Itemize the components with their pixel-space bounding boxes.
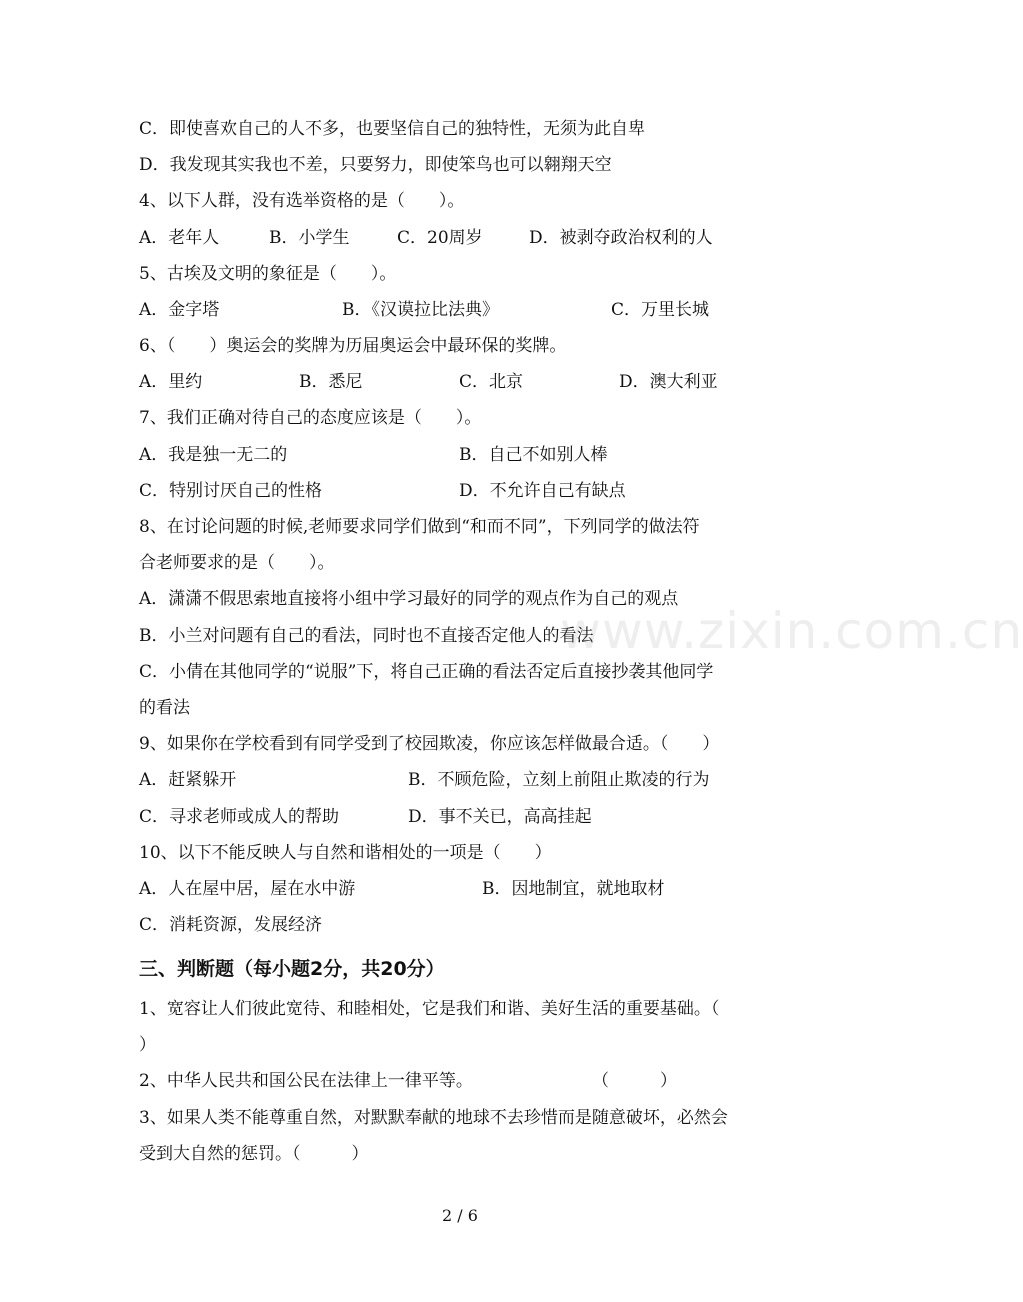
- q10-option-c: C．消耗资源，发展经济: [139, 915, 323, 935]
- question-4: 4、以下人群，没有选举资格的是（ ）。: [139, 191, 465, 211]
- q6-option-c: C．北京: [459, 372, 524, 392]
- q10-option-a: A．人在屋中居，屋在水中游: [139, 879, 356, 899]
- q5-option-c: C．万里长城: [611, 300, 710, 320]
- page-number: 2 / 6: [442, 1206, 478, 1225]
- question-8-line-1: 8、在讨论问题的时候,老师要求同学们做到“和而不同”，下列同学的做法符: [139, 517, 700, 537]
- q10-option-b: B．因地制宜，就地取材: [482, 879, 665, 899]
- judge-2-answer-paren: （ ）: [592, 1071, 677, 1091]
- q8-option-a: A．潇潇不假思索地直接将小组中学习最好的同学的观点作为自己的观点: [139, 589, 679, 609]
- question-5: 5、古埃及文明的象征是（ ）。: [139, 264, 397, 284]
- section-3-heading: 三、判断题（每小题2分，共20分）: [139, 958, 445, 980]
- q8-option-c-line-1: C．小倩在其他同学的“说服”下，将自己正确的看法否定后直接抄袭其他同学: [139, 662, 714, 682]
- q3-option-d: D．我发现其实我也不差，只要努力，即使笨鸟也可以翱翔天空: [139, 155, 612, 175]
- q7-option-c: C．特别讨厌自己的性格: [139, 481, 323, 501]
- q4-option-d: D．被剥夺政治权利的人: [529, 228, 713, 248]
- q7-option-a: A．我是独一无二的: [139, 445, 288, 465]
- q8-option-b: B．小兰对问题有自己的看法，同时也不直接否定他人的看法: [139, 626, 594, 646]
- question-9: 9、如果你在学校看到有同学受到了校园欺凌，你应该怎样做最合适。（ ）: [139, 734, 720, 754]
- q4-option-c: C．20周岁: [397, 228, 483, 248]
- q7-option-b: B．自己不如别人棒: [459, 445, 608, 465]
- watermark: www.zixin.com.cn: [560, 602, 1023, 660]
- q4-option-a: A．老年人: [139, 228, 220, 248]
- q9-option-d: D．事不关已，高高挂起: [408, 807, 592, 827]
- question-10: 10、以下不能反映人与自然和谐相处的一项是（ ）: [139, 843, 552, 863]
- q9-option-b: B．不顾危险，立刻上前阻止欺凌的行为: [408, 770, 710, 790]
- q9-option-c: C．寻求老师或成人的帮助: [139, 807, 340, 827]
- q7-option-d: D．不允许自己有缺点: [459, 481, 626, 501]
- q3-option-c: C．即使喜欢自己的人不多，也要坚信自己的独特性，无须为此自卑: [139, 119, 646, 139]
- q5-option-b: B．《汉谟拉比法典》: [342, 300, 499, 320]
- judge-1-line-2: ）: [139, 1035, 156, 1055]
- judge-3-line-1: 3、如果人类不能尊重自然，对默默奉献的地球不去珍惜而是随意破坏，必然会: [139, 1108, 728, 1128]
- question-8-line-2: 合老师要求的是（ ）。: [139, 553, 335, 573]
- judge-3-line-2: 受到大自然的惩罚。（ ）: [139, 1144, 369, 1164]
- question-6: 6、（ ）奥运会的奖牌为历届奥运会中最环保的奖牌。: [139, 336, 567, 356]
- q6-option-a: A．里约: [139, 372, 203, 392]
- judge-2: 2、中华人民共和国公民在法律上一律平等。: [139, 1071, 473, 1091]
- question-7: 7、我们正确对待自己的态度应该是（ ）。: [139, 408, 482, 428]
- q6-option-b: B．悉尼: [299, 372, 363, 392]
- q9-option-a: A．赶紧躲开: [139, 770, 237, 790]
- q8-option-c-line-2: 的看法: [139, 698, 190, 718]
- q6-option-d: D．澳大利亚: [619, 372, 718, 392]
- q4-option-b: B．小学生: [269, 228, 350, 248]
- q5-option-a: A．金字塔: [139, 300, 220, 320]
- judge-1-line-1: 1、宽容让人们彼此宽待、和睦相处，它是我们和谐、美好生活的重要基础。（: [139, 999, 720, 1019]
